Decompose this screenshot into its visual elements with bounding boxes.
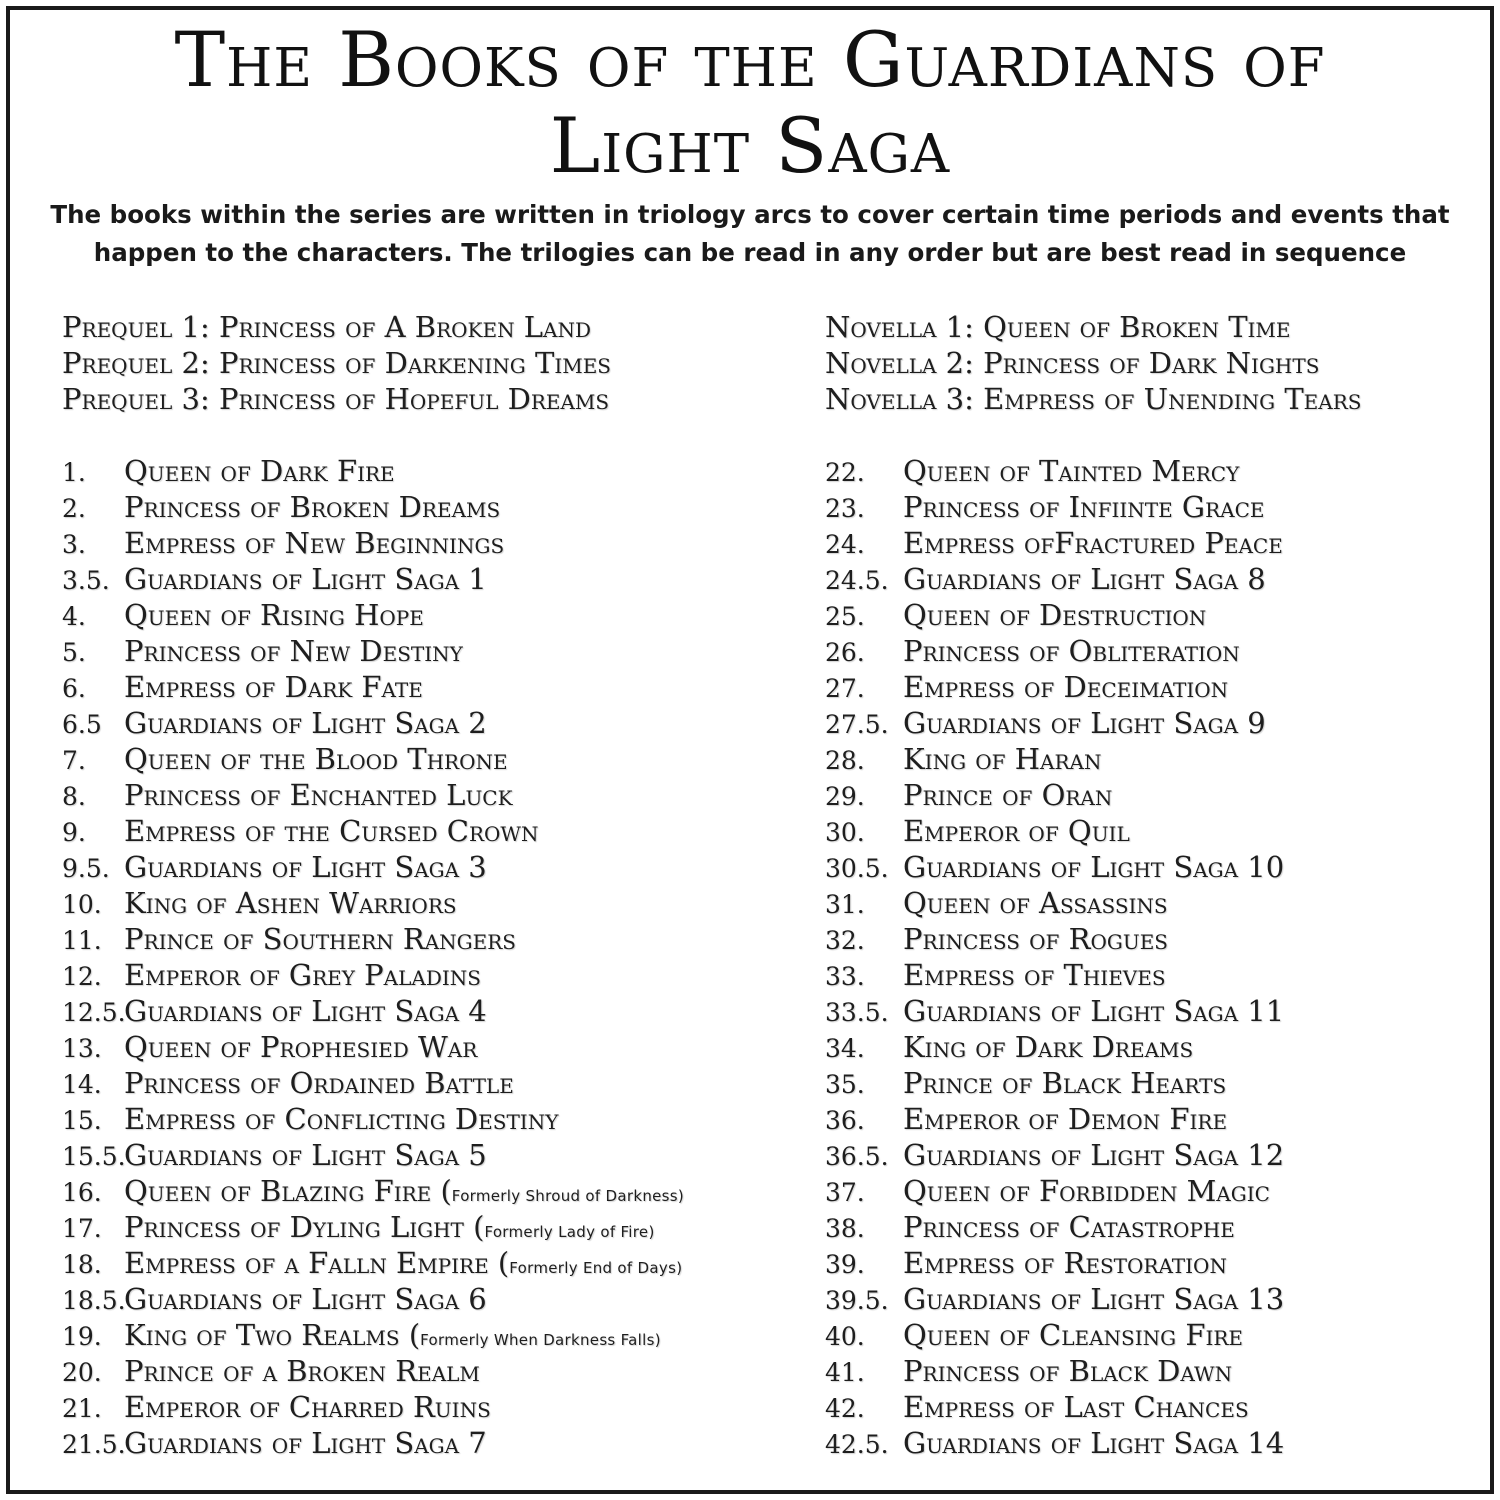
book-list-item [825, 813, 1485, 849]
book-title: Princess of Ordained Battle [124, 1066, 514, 1100]
book-number: 8. [62, 782, 86, 811]
book-list-item [62, 1389, 792, 1425]
book-title: Emperor of Grey Paladins [124, 958, 481, 992]
book-list-item [62, 1353, 792, 1389]
book-title: Empress of Dark Fate [124, 670, 423, 704]
page-title-line-2: Light Saga [549, 101, 951, 190]
book-number: 41. [825, 1358, 865, 1387]
book-number: 4. [62, 602, 86, 631]
book-list-item [825, 885, 1485, 921]
book-list-item [825, 633, 1485, 669]
book-list-item [62, 849, 792, 885]
book-list-item [62, 597, 792, 633]
book-title: Guardians of Light Saga 1 [124, 562, 487, 596]
book-title: Queen of the Blood Throne [124, 742, 508, 776]
book-title: Empress ofFractured Peace [903, 526, 1283, 560]
book-title: Princess of Broken Dreams [124, 490, 501, 524]
book-number: 9.5. [62, 854, 110, 883]
book-title: Empress of Last Chances [903, 1390, 1249, 1424]
book-title: King of Ashen Warriors [124, 886, 457, 920]
book-list-item [825, 489, 1485, 525]
prequel-list [62, 309, 792, 417]
book-title: Guardians of Light Saga 2 [124, 706, 487, 740]
book-title: Empress of Restoration [903, 1246, 1227, 1280]
book-number: 6.5 [62, 710, 102, 739]
book-number: 27. [825, 674, 865, 703]
book-title: Princess of Infiinte Grace [903, 490, 1265, 524]
book-list-item [62, 1137, 792, 1173]
book-number: 18. [62, 1250, 102, 1279]
former-title-note: Formerly When Darkness Falls [420, 1331, 655, 1349]
novella-item: Novella 3: Empress of Unending Tears [825, 382, 1362, 416]
book-number: 9. [62, 818, 86, 847]
book-title: King of Two Realms [124, 1318, 400, 1352]
book-list-item [825, 1389, 1485, 1425]
book-number: 3. [62, 530, 86, 559]
book-title: Empress of the Cursed Crown [124, 814, 539, 848]
book-number: 1. [62, 458, 86, 487]
book-number: 16. [62, 1178, 102, 1207]
former-title-note: Formerly End of Days [509, 1259, 677, 1277]
book-number: 6. [62, 674, 86, 703]
book-number: 5. [62, 638, 86, 667]
book-number: 36. [825, 1106, 865, 1135]
book-number: 39. [825, 1250, 865, 1279]
book-title: Empress of Deceimation [903, 670, 1229, 704]
book-number: 15.5. [62, 1142, 126, 1171]
book-number: 12.5. [62, 998, 126, 1027]
book-title: Guardians of Light Saga 11 [903, 994, 1285, 1028]
book-list-item [62, 669, 792, 705]
book-title: Princess of Enchanted Luck [124, 778, 513, 812]
book-title: Guardians of Light Saga 3 [124, 850, 487, 884]
former-title-note: Formerly Lady of Fire [484, 1223, 649, 1241]
book-title: Guardians of Light Saga 10 [903, 850, 1285, 884]
book-list-item [62, 705, 792, 741]
book-title: Princess of Catastrophe [903, 1210, 1235, 1244]
book-list-item [62, 525, 792, 561]
book-title: Prince of Oran [903, 778, 1113, 812]
book-list-item [825, 597, 1485, 633]
book-title: Emperor of Demon Fire [903, 1102, 1228, 1136]
book-list-item [825, 561, 1485, 597]
book-number: 33.5. [825, 998, 889, 1027]
book-list-item [825, 1101, 1485, 1137]
book-list-item [825, 1173, 1485, 1209]
book-number: 25. [825, 602, 865, 631]
book-title: Guardians of Light Saga 13 [903, 1282, 1285, 1316]
book-list-item [825, 1137, 1485, 1173]
book-title: Guardians of Light Saga 8 [903, 562, 1266, 596]
book-number: 35. [825, 1070, 865, 1099]
book-list-item [825, 525, 1485, 561]
book-list-item [825, 1353, 1485, 1389]
book-title: Guardians of Light Saga 6 [124, 1282, 487, 1316]
book-title: Guardians of Light Saga 12 [903, 1138, 1285, 1172]
book-number: 42. [825, 1394, 865, 1423]
book-number: 24.5. [825, 566, 889, 595]
book-list-item [825, 1065, 1485, 1101]
book-number: 11. [62, 926, 102, 955]
book-title: Guardians of Light Saga 14 [903, 1426, 1285, 1460]
book-number: 15. [62, 1106, 102, 1135]
book-title: Queen of Rising Hope [124, 598, 424, 632]
book-number: 40. [825, 1322, 865, 1351]
book-list-item [825, 1425, 1485, 1461]
book-title: Queen of Tainted Mercy [903, 454, 1240, 488]
book-title: Princess of New Destiny [124, 634, 463, 668]
book-list-item [825, 453, 1485, 489]
book-number: 26. [825, 638, 865, 667]
book-list-item [825, 1281, 1485, 1317]
book-number: 24. [825, 530, 865, 559]
book-title: Prince of Southern Rangers [124, 922, 516, 956]
novella-item: Novella 1: Queen of Broken Time [825, 310, 1291, 344]
book-list-item [62, 453, 792, 489]
novella-item: Novella 2: Princess of Dark Nights [825, 346, 1320, 380]
book-list-item [62, 633, 792, 669]
book-list-item [825, 1317, 1485, 1353]
book-number: 30. [825, 818, 865, 847]
book-title: Emperor of Quil [903, 814, 1130, 848]
book-number: 13. [62, 1034, 102, 1063]
book-number: 17. [62, 1214, 102, 1243]
book-number: 30.5. [825, 854, 889, 883]
book-title: Empress of Thieves [903, 958, 1166, 992]
book-list-item [62, 489, 792, 525]
book-title: King of Haran [903, 742, 1102, 776]
book-list-item [825, 777, 1485, 813]
book-title: Queen of Blazing Fire [124, 1174, 432, 1208]
book-title: Princess of Obliteration [903, 634, 1240, 668]
book-number: 21. [62, 1394, 102, 1423]
book-number: 34. [825, 1034, 865, 1063]
book-number: 37. [825, 1178, 865, 1207]
book-list-item [825, 921, 1485, 957]
book-list-item [62, 1029, 792, 1065]
book-title: Emperor of Charred Ruins [124, 1390, 491, 1424]
book-title: Queen of Forbidden Magic [903, 1174, 1270, 1208]
book-list-item [62, 921, 792, 957]
book-number: 27.5. [825, 710, 889, 739]
book-list-item [62, 1065, 792, 1101]
book-list-item [825, 1029, 1485, 1065]
prequel-item: Prequel 2: Princess of Darkening Times [62, 346, 612, 380]
book-number: 18.5. [62, 1286, 126, 1315]
description-line-1: The books within the series are written in triology arcs to cover certain time periods and events that [50, 200, 1450, 229]
book-list-item [62, 1101, 792, 1137]
book-list-item [62, 957, 792, 993]
book-number: 19. [62, 1322, 102, 1351]
book-list-left [62, 453, 792, 1461]
book-number: 23. [825, 494, 865, 523]
page-title-line-1: The Books of the Guardians of [174, 15, 1326, 104]
book-list-item [62, 1281, 792, 1317]
book-list-item: 18. Empress of a Falln Empire (Formerly End of Days) [62, 1245, 792, 1281]
book-list-item [825, 993, 1485, 1029]
book-number: 38. [825, 1214, 865, 1243]
book-title: Prince of a Broken Realm [124, 1354, 480, 1388]
book-number: 22. [825, 458, 865, 487]
book-title: Empress of New Beginnings [124, 526, 505, 560]
book-list-item [825, 705, 1485, 741]
book-title: Princess of Dyling Light [124, 1210, 464, 1244]
novella-list [825, 309, 1485, 417]
book-number: 39.5. [825, 1286, 889, 1315]
book-number: 32. [825, 926, 865, 955]
book-title: Queen of Assassins [903, 886, 1168, 920]
book-title: Guardians of Light Saga 5 [124, 1138, 487, 1172]
book-title: King of Dark Dreams [903, 1030, 1194, 1064]
book-title: Queen of Cleansing Fire [903, 1318, 1244, 1352]
book-title: Prince of Black Hearts [903, 1066, 1227, 1100]
book-number: 7. [62, 746, 86, 775]
book-list-item [62, 561, 792, 597]
book-title: Princess of Black Dawn [903, 1354, 1233, 1388]
book-list-right [825, 453, 1485, 1461]
book-number: 3.5. [62, 566, 110, 595]
book-number: 28. [825, 746, 865, 775]
book-list-item [62, 777, 792, 813]
book-title: Queen of Prophesied War [124, 1030, 478, 1064]
book-list-item [825, 669, 1485, 705]
book-list-item [62, 813, 792, 849]
book-list-item [825, 1209, 1485, 1245]
book-number: 10. [62, 890, 102, 919]
series-description [30, 196, 1470, 272]
book-title: Queen of Dark Fire [124, 454, 395, 488]
book-list-item [825, 849, 1485, 885]
description-line-2: happen to the characters. The trilogies can be read in any order but are best read in sequence [93, 238, 1407, 267]
book-number: 29. [825, 782, 865, 811]
book-title: Queen of Destruction [903, 598, 1207, 632]
book-list-item [62, 993, 792, 1029]
book-number: 36.5. [825, 1142, 889, 1171]
prequel-item: Prequel 3: Princess of Hopeful Dreams [62, 382, 610, 416]
book-title: Empress of Conflicting Destiny [124, 1102, 559, 1136]
book-list-item [62, 741, 792, 777]
book-title: Guardians of Light Saga 4 [124, 994, 487, 1028]
book-title: Guardians of Light Saga 7 [124, 1426, 487, 1460]
book-number: 21.5. [62, 1430, 126, 1459]
former-title-note: Formerly Shroud of Darkness [451, 1187, 678, 1205]
book-number: 14. [62, 1070, 102, 1099]
book-number: 42.5. [825, 1430, 889, 1459]
book-list-item [62, 1425, 792, 1461]
book-number: 33. [825, 962, 865, 991]
book-number: 12. [62, 962, 102, 991]
book-list-item [825, 957, 1485, 993]
book-title: Empress of a Falln Empire [124, 1246, 489, 1280]
book-list-item: 17. Princess of Dyling Light (Formerly Lady of Fire) [62, 1209, 792, 1245]
prequel-item: Prequel 1: Princess of A Broken Land [62, 310, 592, 344]
book-title: Princess of Rogues [903, 922, 1168, 956]
book-number: 2. [62, 494, 86, 523]
book-title: Guardians of Light Saga 9 [903, 706, 1266, 740]
book-list-item [62, 885, 792, 921]
book-number: 20. [62, 1358, 102, 1387]
book-list-item: 19. King of Two Realms (Formerly When Darkness Falls) [62, 1317, 792, 1353]
book-list-item [825, 1245, 1485, 1281]
book-list-item [825, 741, 1485, 777]
book-list-item: 16. Queen of Blazing Fire (Formerly Shroud of Darkness) [62, 1173, 792, 1209]
book-number: 31. [825, 890, 865, 919]
